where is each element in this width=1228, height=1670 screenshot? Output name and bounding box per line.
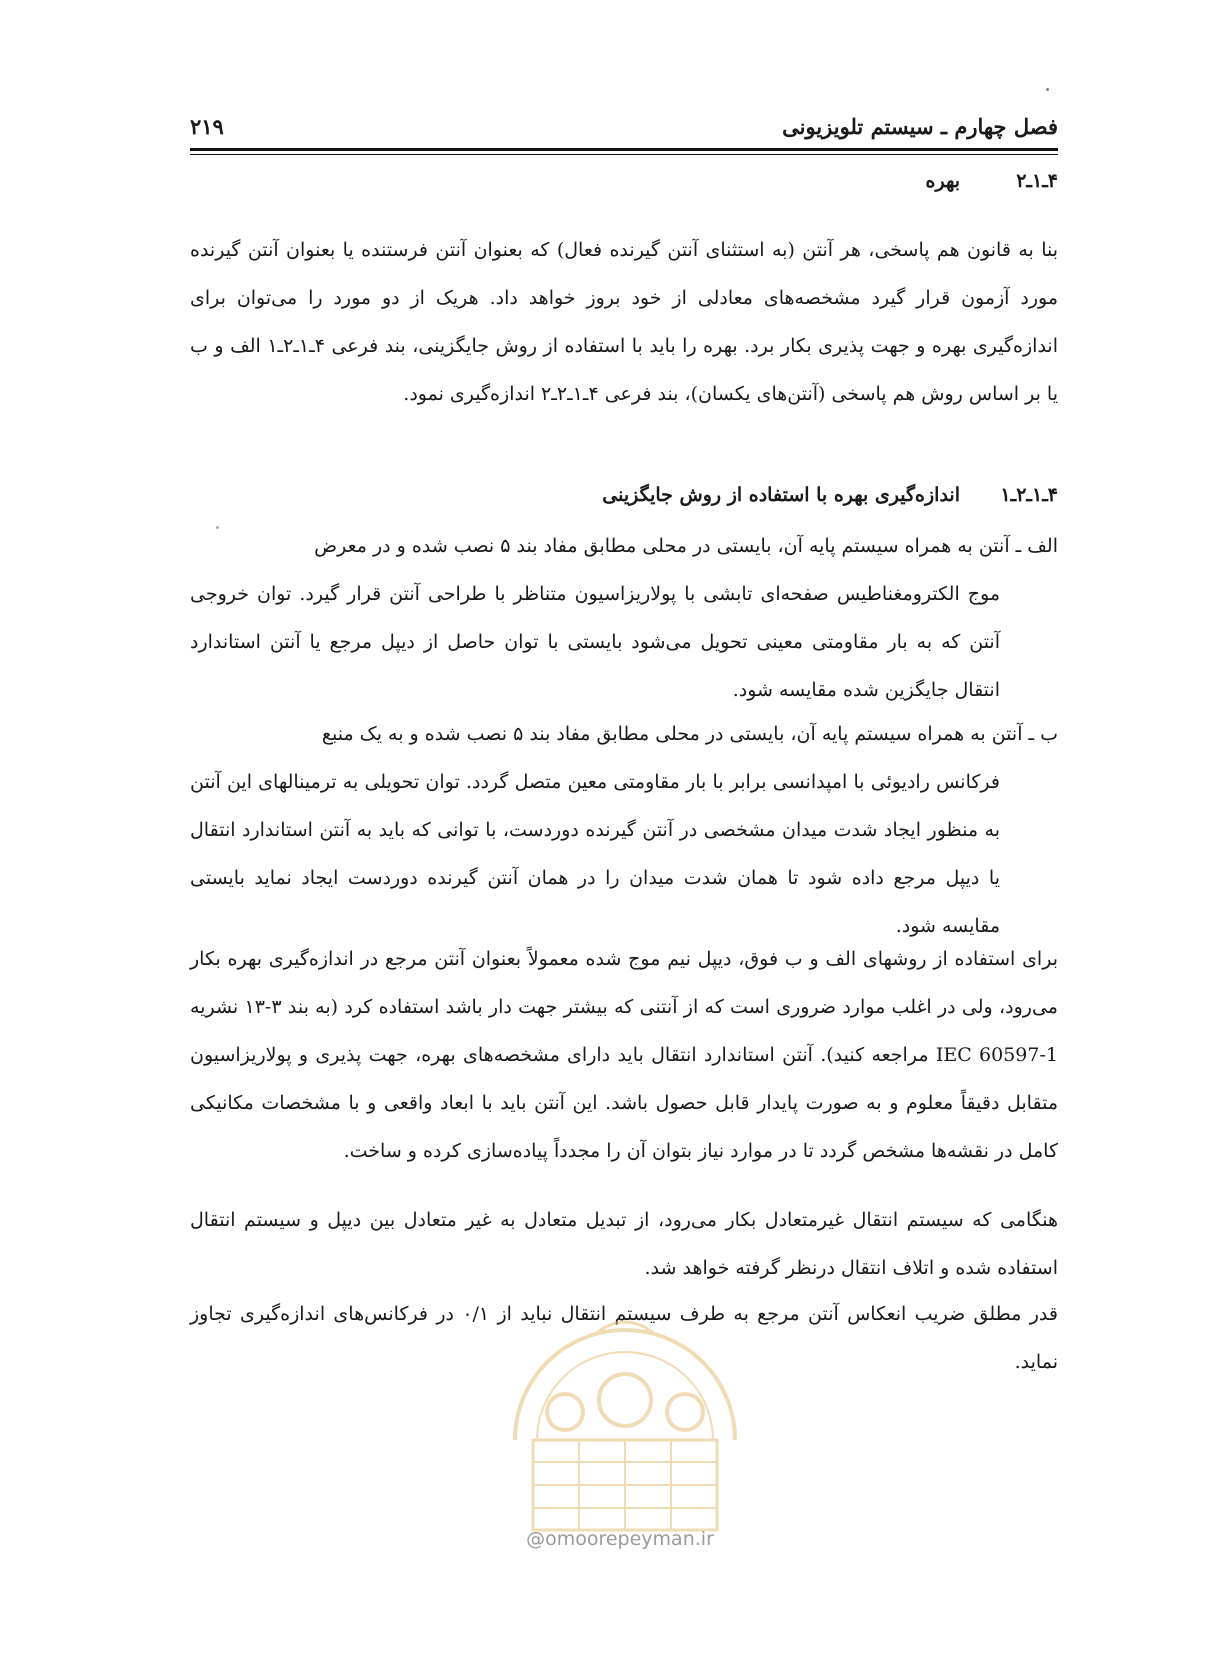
paragraph-reference-antenna: برای استفاده از روشهای الف و ب فوق، دیپل نیم موج شده معمولاً بعنوان آنتن مرجع در اندازه‌گیری بهره بکار می‌رود، ولی در اغلب موارد ضروری است که از آنتنی که بیشتر جهت دار باشد استفاده کرد (به بند ۳-۱۳ نشریه IEC 60597-1 مراجعه کنید). آنتن استاندارد انتقال باید دارای مشخصه‌های بهره، جهت پذیری و پولاریزاسیون متقابل دقیقاً معلوم و به صورت پایدار قابل حصول باشد. این آنتن باید با ابعاد واقعی و با مشخصات مکانیکی کامل در نقشه‌ها مشخص گردد تا در موارد نیاز بتوان آن را مجدداً پیاده‌سازی کرده و ساخت.	[190, 948, 1058, 1162]
subsection-title: اندازه‌گیری بهره با استفاده از روش جایگزینی	[602, 484, 960, 506]
section-title: بهره	[925, 170, 960, 192]
running-header	[190, 108, 1058, 144]
paragraph-unbalanced: هنگامی که سیستم انتقال غیرمتعادل بکار می‌رود، از تبدیل متعادل به غیر متعادل بین دیپل و سیستم انتقال استفاده شده و اتلاف انتقال درنظر گرفته خواهد شد.	[190, 1209, 1058, 1279]
list-item-a-first-line: الف ـ آنتن به همراه سیستم پایه آن، بایستی در محلی مطابق مفاد بند ۵ نصب شده و در معرض	[314, 535, 1058, 557]
subsection-heading	[190, 484, 1058, 506]
paragraph-reflection: قدر مطلق ضریب انعکاس آنتن مرجع به طرف سیستم انتقال نباید از ۰/۱ در فرکانس‌های اندازه‌گیری تجاوز نماید.	[190, 1303, 1058, 1373]
scan-speck	[1046, 88, 1049, 91]
watermark-site-text: @omoorepeyman.ir	[526, 1528, 714, 1550]
section-number: ۴ـ۱ـ۲	[1016, 170, 1058, 192]
header-rule-thin	[190, 154, 1058, 155]
chapter-title: فصل چهارم ـ سیستم تلویزیونی	[782, 113, 1058, 139]
list-item-a-body: موج الکترومغناطیس صفحه‌ای تابشی با پولاریزاسیون متناظر با طراحی آنتن قرار گیرد. توان خروجی آنتن که به بار مقاومتی معینی تحویل می‌شود بایستی با توان حاصل از دیپل مرجع یا آنتن استاندارد انتقال جایگزین شده مقایسه شود.	[190, 583, 1000, 701]
list-item-b-body: فرکانس رادیوئی با امپدانسی برابر با بار مقاومتی معین متصل گردد. توان تحویلی به ترمینالهای این آنتن به منظور ایجاد شدت میدان مشخصی در آنتن گیرنده دوردست، با توانی که باید به آنتن استاندارد انتقال یا دیپل مرجع داده شود تا همان شدت میدان را در همان آنتن گیرنده دوردست ایجاد نماید بایستی مقایسه شود.	[190, 771, 1000, 937]
list-item-b-first-line: ب ـ آنتن به همراه سیستم پایه آن، بایستی در محلی مطابق مفاد بند ۵ نصب شده و به یک منبع	[321, 723, 1058, 745]
page-number: ۲۱۹	[190, 113, 224, 139]
header-rule	[190, 148, 1058, 151]
subsection-number: ۴ـ۱ـ۲ـ۱	[1000, 484, 1058, 506]
section-heading	[190, 170, 1058, 192]
paragraph-intro: بنا به قانون هم پاسخی، هر آنتن (به استثنای آنتن گیرنده فعال) که بعنوان آنتن فرستنده یا بعنوان آنتن گیرنده مورد آزمون قرار گیرد مشخصه‌های معادلی از خود بروز خواهد داد. هریک از دو مورد را می‌توان برای اندازه‌گیری بهره و جهت پذیری بکار برد. بهره را باید با استفاده از روش جایگزینی، بند فرعی ۴ـ۱ـ۲ـ۱ الف و ب یا بر اساس روش هم پاسخی (آنتن‌های یکسان)، بند فرعی ۴ـ۱ـ۲ـ۲ اندازه‌گیری نمود.	[190, 239, 1058, 405]
list-item-a	[190, 522, 1058, 714]
list-item-b	[190, 710, 1058, 950]
